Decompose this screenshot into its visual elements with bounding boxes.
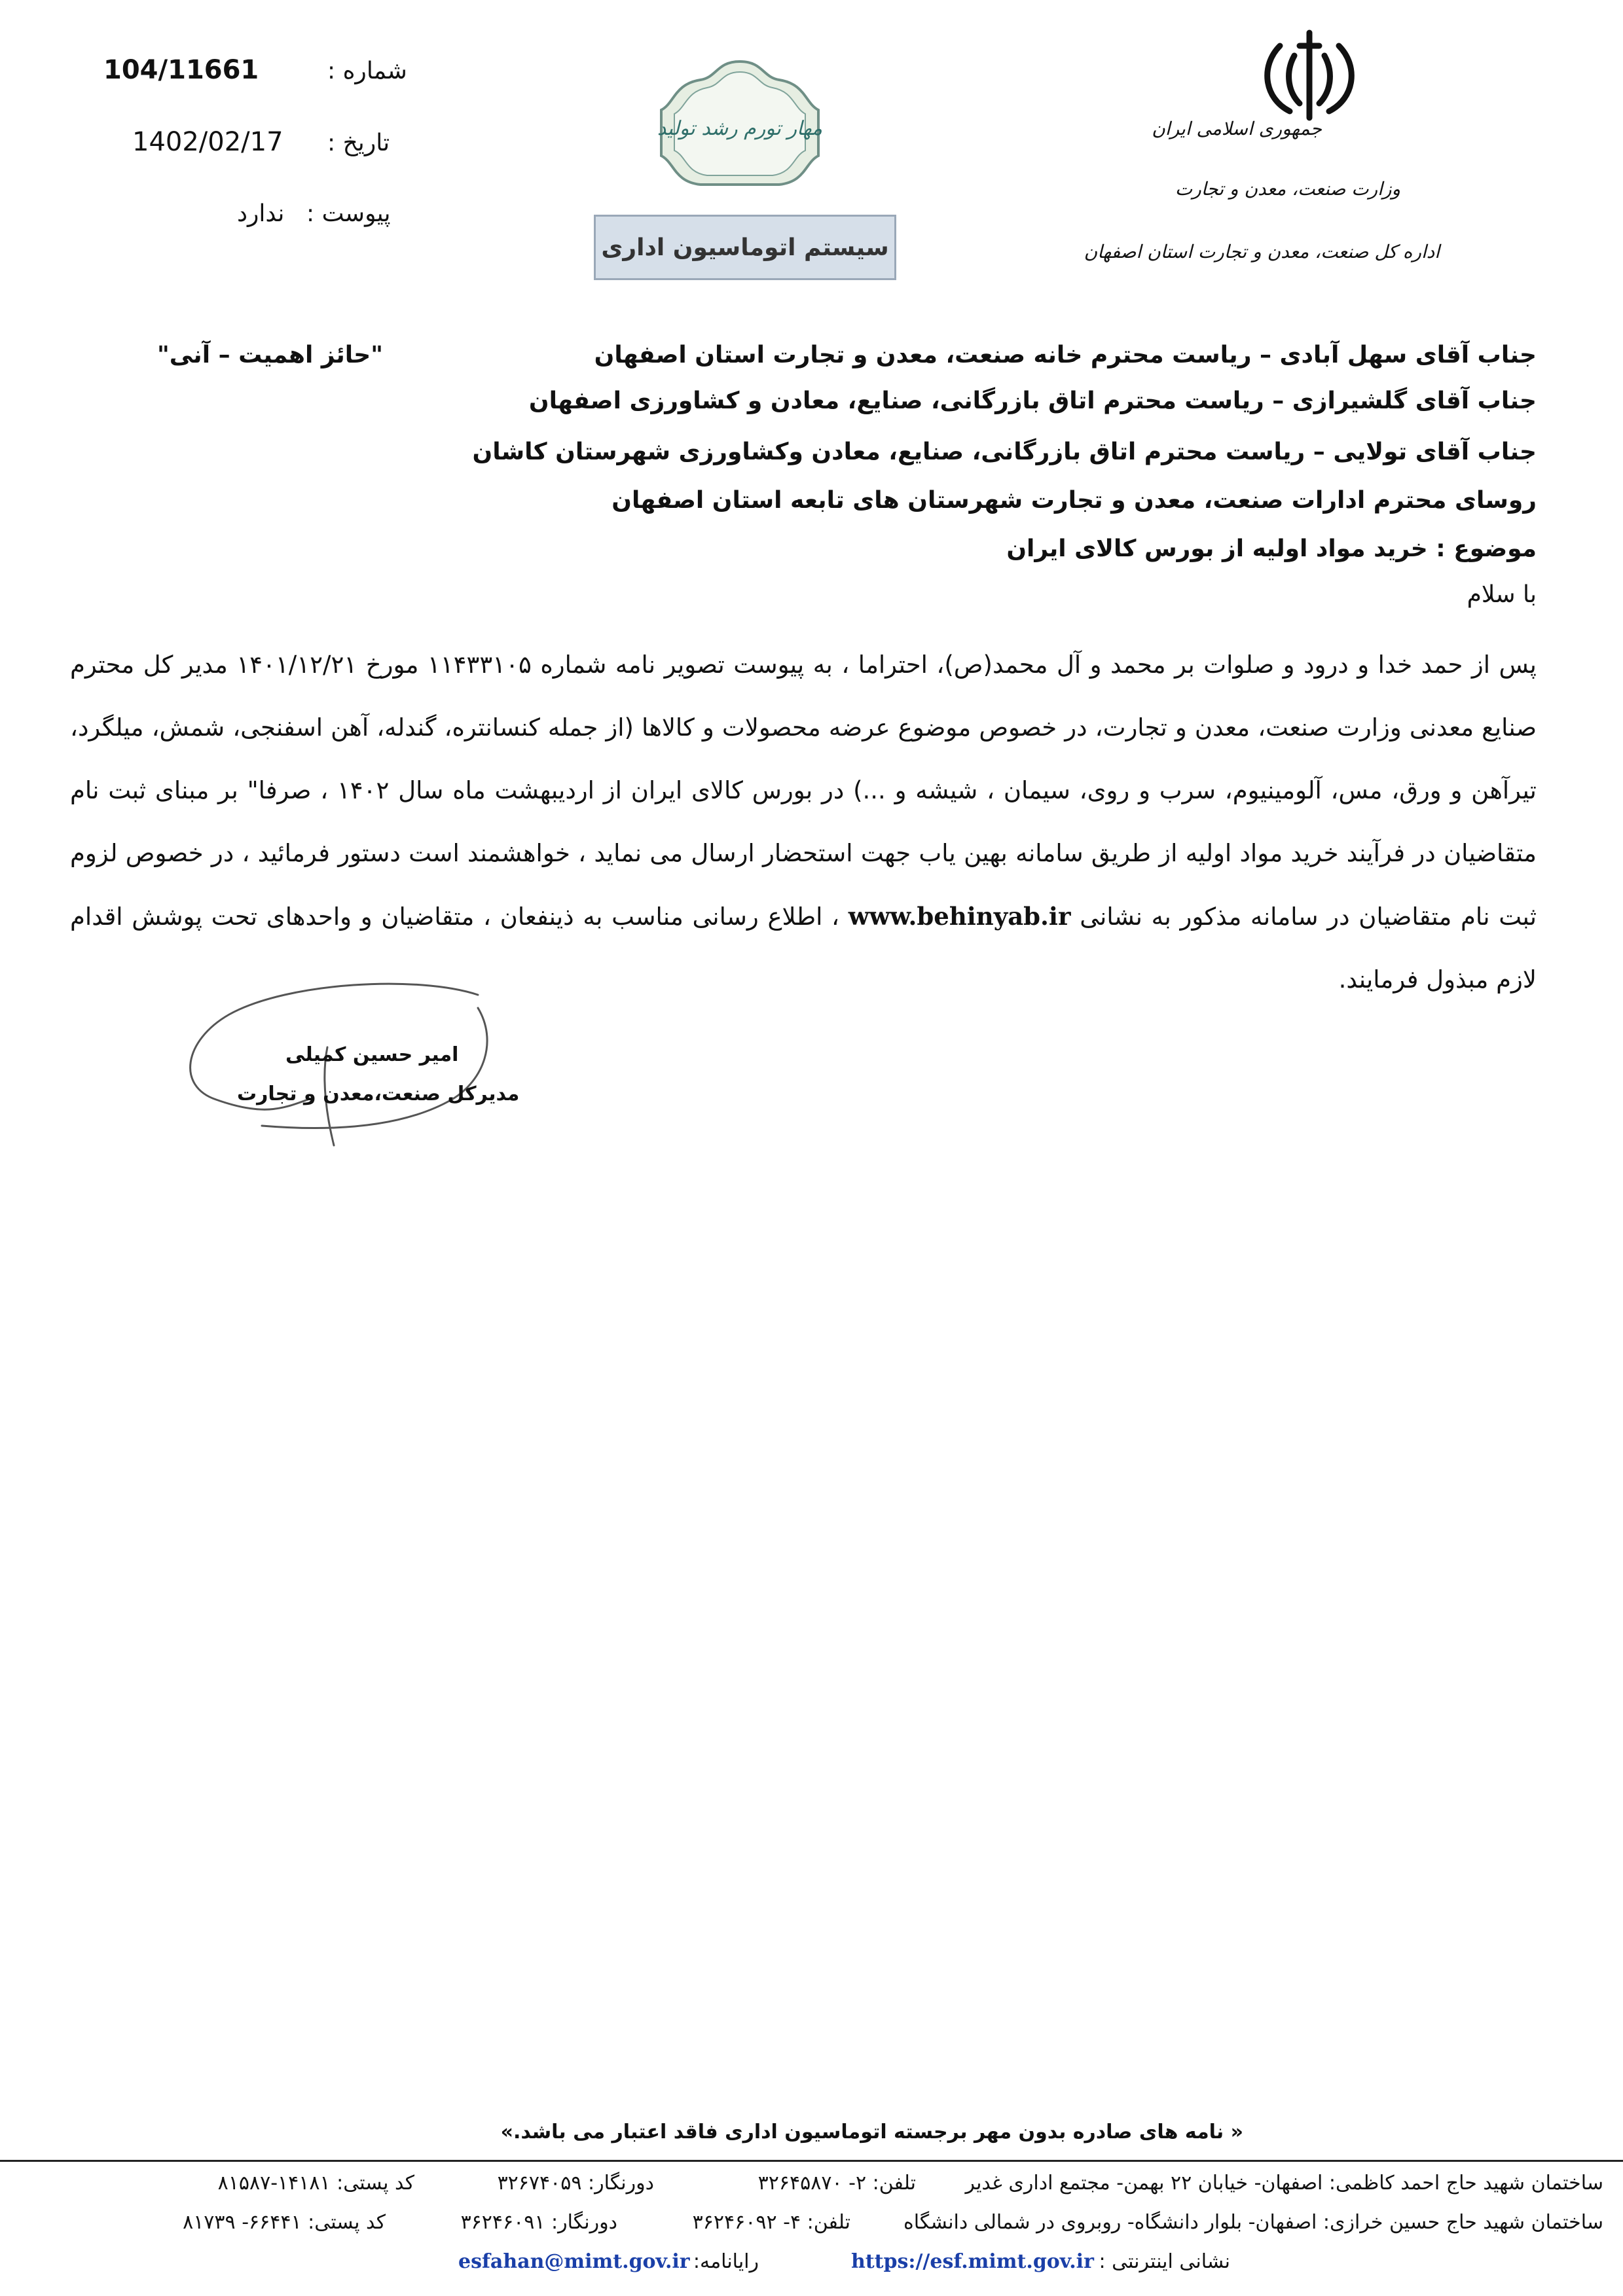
letter-body-part2: ، اطلاع رسانی مناسب به ذینفعان ، متقاضیان و واحدهای تحت پوشش اقدام لازم مبذول فرمایند. [70,903,1537,994]
footer-fax-2: دورنگار: ۳۶۲۴۶۰۹۱ [460,2211,617,2234]
footer-web-label: نشانی اینترنتی : [1099,2250,1230,2273]
greeting: با سلام [1467,581,1537,608]
addressee-1: جناب آقای سهل آبادی – ریاست محترم خانه صنعت، معدن و تجارت استان اصفهان [594,342,1537,368]
iran-emblem-icon [1254,26,1365,124]
attachment-value: ندارد [237,200,285,227]
attachment-label: پیوست : [306,200,391,227]
number-value: 104/11661 [103,55,259,85]
priority-note: "حائز اهمیت – آنی" [157,342,384,368]
signer-name: امیر حسین کمیلی [285,1043,459,1066]
system-box: سیستم اتوماسیون اداری [594,215,896,280]
letter-body [70,634,1537,1011]
footer-email-link[interactable]: esfahan@mimt.gov.ir [458,2250,690,2273]
ministry-line-office: اداره کل صنعت، معدن و تجارت استان اصفهان [1084,241,1440,262]
subject-line: موضوع : خرید مواد اولیه از بورس کالای ایران [1006,535,1537,562]
footer-address-1: ساختمان شهید حاج احمد کاظمی: اصفهان- خیابان ۲۲ بهمن- مجتمع اداری غدیر [965,2172,1603,2195]
footer-address-2: ساختمان شهید حاج حسین خرازی: اصفهان- بلوار دانشگاه- روبروی در شمالی دانشگاه [903,2211,1603,2234]
footer-postal-1: کد پستی: ۱۴۱۸۱-۸۱۵۸۷ [217,2172,414,2195]
footer-notice: « نامه های صادره بدون مهر برجسته اتوماسیون اداری فاقد اعتبار می باشد.» [500,2121,1243,2144]
website-link[interactable]: www.behinyab.ir [848,902,1071,931]
addressee-3: جناب آقای تولایی – ریاست محترم اتاق بازرگانی، صنایع، معادن وکشاورزی شهرستان کاشان [472,439,1537,465]
footer-postal-2: کد پستی: ۶۶۴۴۱- ۸۱۷۳۹ [183,2211,386,2234]
footer-web-link[interactable]: https://esf.mimt.gov.ir [851,2250,1094,2273]
letter-body-part1: پس از حمد خدا و درود و صلوات بر محمد و آل محمد(ص)، احتراما ، به پیوست تصویر نامه شماره ۱۱۴۳۳۱۰۵ مورخ ۱۴۰۱/۱۲/۲۱ مدیر کل محترم صنایع معدنی وزارت صنعت، معدن و تجارت، در خصوص موضوع عرضه محصولات و کالاها (از جمله کنسانتره، گندله، آهن اسفنجی، شمش، میلگرد، تیرآهن و ورق، مس، آلومینیوم، سرب و روی، سیمان ، شیشه و ...) در بورس کالای ایران از اردیبهشت ماه سال ۱۴۰۲ ، صرفا" بر مبنای ثبت نام متقاضیان در فرآیند خرید مواد اولیه از طریق سامانه بهین یاب جهت استحضار ارسال می نماید ، خواهشمند است دستور فرمائید ، در خصوص لزوم ثبت نام متقاضیان در سامانه مذکور به نشانی [70,651,1537,931]
footer-phone-2: تلفن: ۴- ۳۶۲۴۶۰۹۲ [692,2211,850,2234]
addressee-4: روسای محترم ادارات صنعت، معدن و تجارت شهرستان های تابعه استان اصفهان [611,487,1537,514]
signer-title: مدیرکل صنعت،معدن و تجارت [237,1083,520,1105]
signature-scribble [170,969,511,1165]
addressee-2: جناب آقای گلشیرازی – ریاست محترم اتاق بازرگانی، صنایع، معادن و کشاورزی اصفهان [528,387,1537,414]
date-label: تاریخ : [327,130,390,156]
ministry-line-ministry: وزارت صنعت، معدن و تجارت [1175,178,1400,200]
footer-email-label: رایانامه: [693,2250,759,2273]
slogan-logo [648,58,831,188]
ministry-line-republic: جمهوری اسلامی ایران [1152,118,1322,139]
footer-phone-1: تلفن: ۲- ۳۲۶۴۵۸۷۰ [757,2172,916,2195]
footer-divider [0,2160,1623,2162]
footer-fax-1: دورنگار: ۳۲۶۷۴۰۵۹ [497,2172,654,2195]
date-value: 1402/02/17 [132,127,283,157]
slogan-logo-text: مهار تورم رشد تولید [657,117,823,140]
number-label: شماره : [327,58,407,84]
